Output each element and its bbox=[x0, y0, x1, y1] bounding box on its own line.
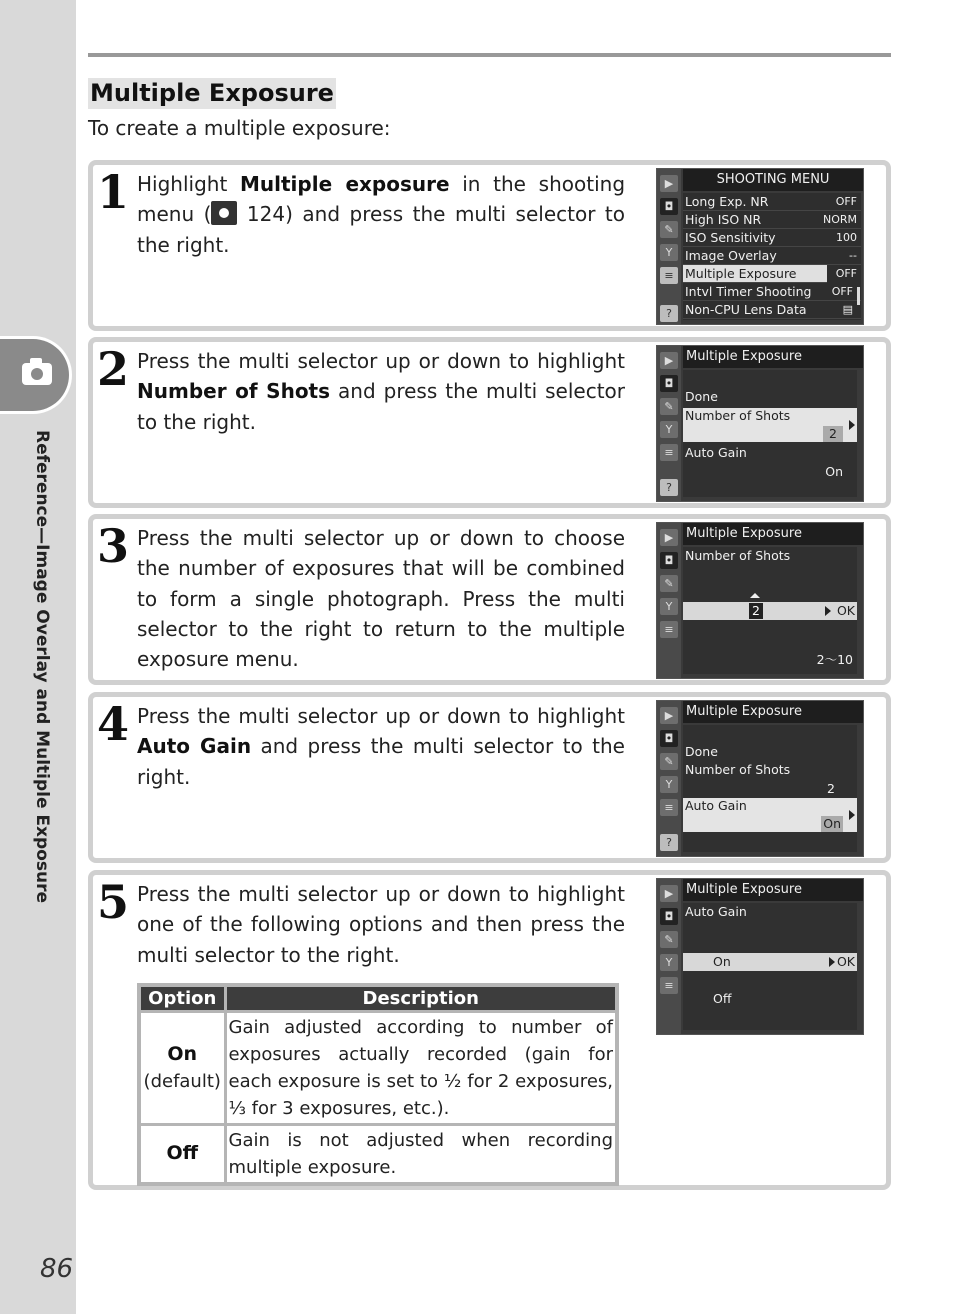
column-header-description: Description bbox=[225, 985, 617, 1011]
menu-row bbox=[683, 193, 861, 211]
step-text: Press the multi selector up or down to highlight one of the following options and then press the multi selector to the right. bbox=[137, 882, 625, 967]
menu-row bbox=[683, 301, 861, 319]
step-1 bbox=[88, 160, 891, 331]
wrench-icon: Y bbox=[660, 776, 678, 793]
menu-icon-column bbox=[657, 523, 681, 678]
column-header-option: Option bbox=[139, 985, 225, 1011]
option-cell bbox=[139, 1124, 225, 1184]
menu-row-value: OFF bbox=[835, 195, 857, 208]
menu-row-label: Image Overlay bbox=[685, 248, 777, 263]
menu-icon-column bbox=[657, 346, 681, 501]
camera-icon: ◘ bbox=[660, 375, 678, 392]
wrench-icon: Y bbox=[660, 421, 678, 438]
number-of-shots-value: 2 bbox=[827, 781, 835, 796]
menu-icon-column bbox=[657, 701, 681, 856]
page-title: Multiple Exposure bbox=[90, 79, 334, 107]
menu-row-label: Intvl Timer Shooting bbox=[685, 284, 812, 299]
wrench-icon: Y bbox=[660, 598, 678, 615]
step-4 bbox=[88, 692, 891, 863]
step-bold-term: Auto Gain bbox=[137, 734, 252, 759]
option-on: On bbox=[713, 954, 731, 969]
step-number: 2 bbox=[97, 342, 130, 396]
pencil-icon: ✎ bbox=[660, 221, 678, 238]
camera-icon: ◘ bbox=[660, 908, 678, 925]
step-text bbox=[137, 701, 625, 792]
auto-gain-label: Auto Gain bbox=[685, 445, 747, 460]
selected-row bbox=[683, 798, 857, 832]
value-row bbox=[683, 602, 857, 620]
list-icon: ≡ bbox=[660, 267, 678, 284]
camera-icon: ◘ bbox=[660, 198, 678, 215]
wrench-icon: Y bbox=[660, 244, 678, 261]
help-icon: ? bbox=[660, 305, 678, 322]
multiple-exposure-screen bbox=[656, 345, 864, 502]
subtitle: Auto Gain bbox=[685, 904, 747, 919]
screen-title: Multiple Exposure bbox=[683, 523, 863, 545]
step-text-part: Highlight bbox=[137, 172, 240, 196]
step-bold-term: Number of Shots bbox=[137, 379, 331, 404]
step-3 bbox=[88, 514, 891, 685]
option-note: (default) bbox=[143, 1070, 221, 1092]
menu-row-label: ISO Sensitivity bbox=[685, 230, 776, 245]
shooting-menu-screen bbox=[656, 168, 864, 325]
step-text bbox=[137, 346, 625, 437]
multiple-exposure-screen bbox=[656, 700, 864, 857]
step-number: 1 bbox=[97, 165, 130, 219]
menu-row-value-cell bbox=[827, 265, 861, 283]
playback-icon: ▶ bbox=[660, 529, 678, 546]
list-icon: ≡ bbox=[660, 799, 678, 816]
help-icon: ? bbox=[660, 834, 678, 851]
menu-row-label: Long Exp. NR bbox=[685, 194, 769, 209]
done-label: Done bbox=[685, 744, 718, 759]
pencil-icon: ✎ bbox=[660, 398, 678, 415]
auto-gain-value: On bbox=[825, 464, 843, 479]
selected-row bbox=[683, 408, 857, 442]
range-label: 2～10 bbox=[816, 652, 853, 667]
shots-value: 2 bbox=[749, 603, 763, 619]
step-text-part: in the shooting menu ( bbox=[137, 172, 626, 227]
number-of-shots-value: 2 bbox=[823, 426, 843, 442]
scrollbar bbox=[857, 287, 860, 305]
auto-gain-value: On bbox=[823, 816, 841, 831]
menu-icon-column bbox=[657, 169, 681, 324]
screen-title: Multiple Exposure bbox=[683, 879, 863, 901]
list-icon: ≡ bbox=[660, 444, 678, 461]
step-text: Press the multi selector up or down to choose the number of exposures that will be combined to form a single photograph. Press the multi selector to the right to return to the multiple exposure menu. bbox=[137, 526, 625, 672]
table-row bbox=[139, 1011, 617, 1124]
menu-row-value: OFF bbox=[831, 285, 853, 298]
menu-row bbox=[683, 247, 861, 265]
camera-icon: ◘ bbox=[660, 552, 678, 569]
menu-row-value: 100 bbox=[836, 231, 857, 244]
table-header-row bbox=[139, 985, 617, 1011]
list-icon: ≡ bbox=[660, 621, 678, 638]
step-2 bbox=[88, 337, 891, 508]
menu-icon-column bbox=[657, 879, 681, 1034]
pencil-icon: ✎ bbox=[660, 753, 678, 770]
menu-row bbox=[683, 211, 861, 229]
camera-icon bbox=[22, 363, 52, 385]
top-rule bbox=[88, 53, 891, 57]
menu-row-value: OFF bbox=[835, 267, 857, 280]
right-arrow-icon bbox=[849, 810, 855, 820]
reference-icon bbox=[211, 201, 237, 225]
step-bold-term: Multiple exposure bbox=[240, 172, 450, 196]
number-of-shots-label: Number of Shots bbox=[685, 408, 791, 423]
ok-label: OK bbox=[836, 954, 855, 969]
playback-icon: ▶ bbox=[660, 352, 678, 369]
ok-label: OK bbox=[836, 603, 855, 618]
options-table bbox=[137, 983, 619, 1186]
right-arrow-icon bbox=[825, 606, 831, 616]
description-cell: Gain is not adjusted when recording multiple exposure. bbox=[225, 1124, 617, 1184]
menu-row-value: ▤ bbox=[842, 303, 853, 316]
screen-title: Multiple Exposure bbox=[683, 701, 863, 723]
step-text bbox=[137, 169, 625, 260]
table-row bbox=[139, 1124, 617, 1184]
right-arrow-icon bbox=[829, 957, 835, 967]
step-number: 4 bbox=[97, 697, 130, 751]
playback-icon: ▶ bbox=[660, 707, 678, 724]
menu-row-label: High ISO NR bbox=[685, 212, 762, 227]
menu-row-selected bbox=[683, 265, 827, 283]
menu-row-value: -- bbox=[849, 249, 857, 262]
menu-row-label: Non-CPU Lens Data bbox=[685, 302, 807, 317]
step-number: 5 bbox=[97, 875, 130, 929]
help-icon: ? bbox=[660, 479, 678, 496]
number-of-shots-label: Number of Shots bbox=[685, 762, 791, 777]
step-text-part: Press the multi selector up or down to highlight bbox=[137, 349, 625, 373]
menu-row bbox=[683, 283, 861, 301]
option-off: Off bbox=[713, 991, 732, 1006]
right-arrow-icon bbox=[849, 420, 855, 430]
option-name: Off bbox=[166, 1142, 199, 1164]
menu-list bbox=[683, 193, 861, 320]
step-number: 3 bbox=[97, 519, 130, 573]
option-cell bbox=[139, 1011, 225, 1124]
auto-gain-screen bbox=[656, 878, 864, 1035]
menu-row-value: NORM bbox=[822, 213, 857, 226]
wrench-icon: Y bbox=[660, 954, 678, 971]
playback-icon: ▶ bbox=[660, 175, 678, 192]
option-name: On bbox=[167, 1042, 198, 1065]
pencil-icon: ✎ bbox=[660, 931, 678, 948]
description-cell: Gain adjusted according to number of exposures actually recorded (gain for each exposure is set to ½ for 2 exposures, ⅓ for 3 exposures, etc.). bbox=[225, 1011, 617, 1124]
sidebar-vertical-title: Reference—Image Overlay and Multiple Exposure bbox=[32, 430, 52, 903]
pencil-icon: ✎ bbox=[660, 575, 678, 592]
intro-text: To create a multiple exposure: bbox=[88, 116, 391, 140]
screen-body bbox=[683, 903, 857, 1030]
screen-title: Multiple Exposure bbox=[683, 346, 863, 368]
step-text-part: and press the multi selector to the right. bbox=[137, 379, 626, 434]
screen-body bbox=[683, 547, 857, 674]
screen-title: SHOOTING MENU bbox=[683, 169, 863, 191]
list-icon: ≡ bbox=[660, 977, 678, 994]
screen-body bbox=[683, 370, 857, 497]
menu-row bbox=[683, 229, 861, 247]
step-5 bbox=[88, 870, 891, 1190]
done-label: Done bbox=[685, 389, 718, 404]
page-number: 86 bbox=[40, 1254, 74, 1284]
playback-icon: ▶ bbox=[660, 885, 678, 902]
selected-option-row bbox=[683, 953, 857, 971]
number-of-shots-screen bbox=[656, 522, 864, 679]
screen-body bbox=[683, 725, 857, 852]
step-text-part: Press the multi selector up or down to highlight bbox=[137, 704, 625, 728]
camera-icon: ◘ bbox=[660, 730, 678, 747]
subtitle: Number of Shots bbox=[685, 548, 791, 563]
step-text-part: and press the multi selector to the right. bbox=[137, 734, 625, 789]
up-arrow-icon bbox=[750, 593, 760, 598]
step-text-part: 124) and press the multi selector to the right. bbox=[137, 202, 625, 257]
menu-row-label: Multiple Exposure bbox=[685, 266, 797, 281]
auto-gain-label: Auto Gain bbox=[685, 798, 747, 813]
